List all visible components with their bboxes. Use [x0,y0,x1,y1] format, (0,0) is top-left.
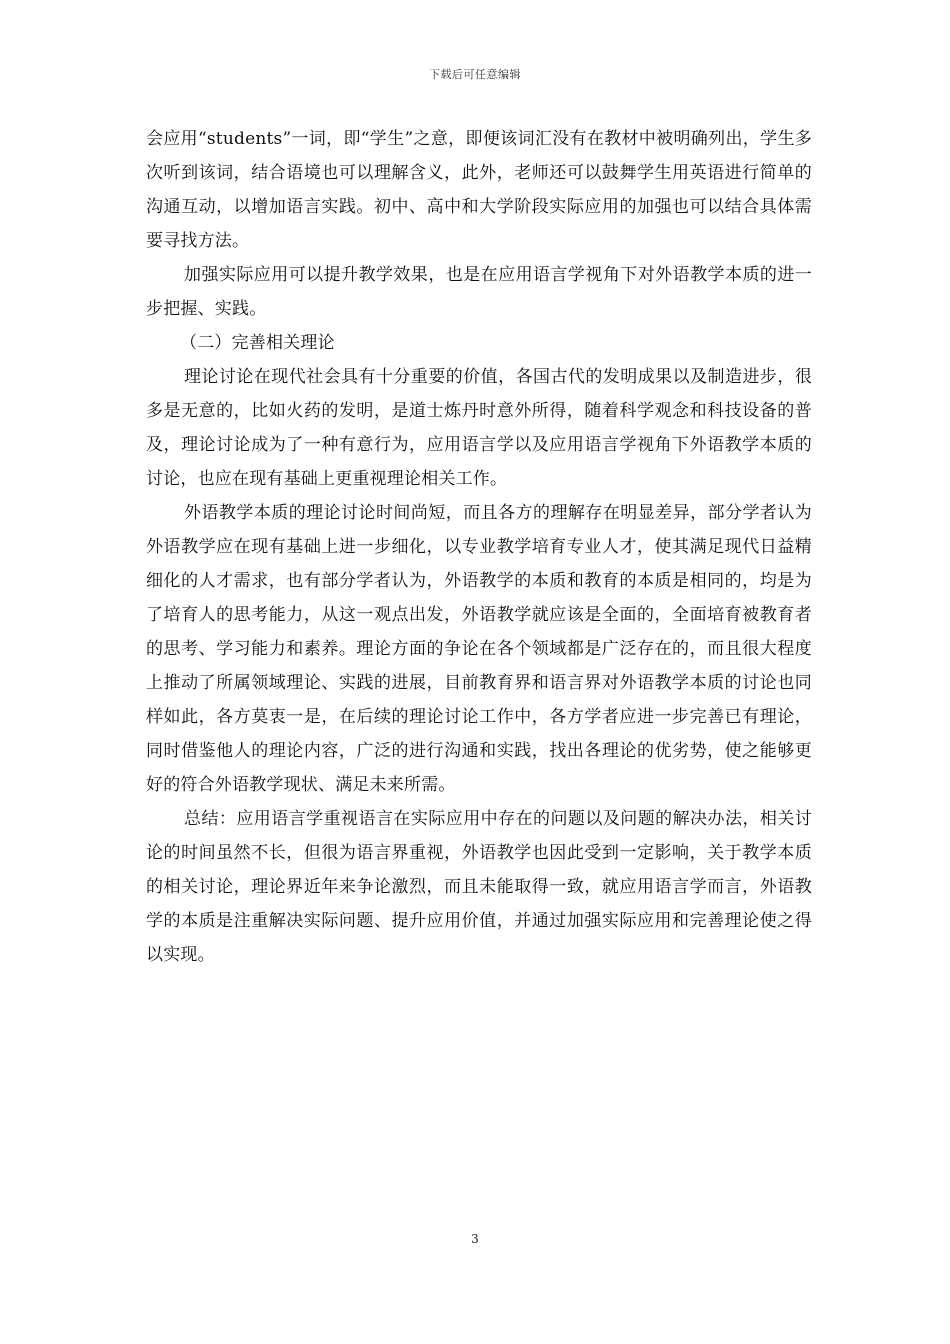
header-text: 下载后可任意编辑 [429,68,521,81]
paragraph: 加强实际应用可以提升教学效果，也是在应用语言学视角下对外语教学本质的进一步把握、实践。 [146,265,812,319]
paragraph-continuation: 会应用“students”一词，即“学生”之意，即便该词汇没有在教材中被明确列出，学生多次听到该词，结合语境也可以理解含义，此外，老师还可以鼓舞学生用英语进行简单的沟通互动，以增加语言实践。初中、高中和大学阶段实际应用的加强也可以结合具体需要寻找方法。 [146,129,812,251]
paragraph: 理论讨论在现代社会具有十分重要的价值，各国古代的发明成果以及制造进步，很多是无意的，比如火药的发明，是道士炼丹时意外所得，随着科学观念和科技设备的普及，理论讨论成为了一种有意行为，应用语言学以及应用语言学视角下外语教学本质的讨论，也应在现有基础上更重视理论相关工作。 [146,367,812,489]
paragraph-summary: 总结：应用语言学重视语言在实际应用中存在的问题以及问题的解决办法，相关讨论的时间虽然不长，但很为语言界重视，外语教学也因此受到一定影响，关于教学本质的相关讨论，理论界近年来争论激烈，而且未能取得一致，就应用语言学而言，外语教学的本质是注重解决实际问题、提升应用价值，并通过加强实际应用和完善理论使之得以实现。 [146,809,812,965]
document-body [146,122,812,972]
page-number [0,1232,950,1246]
paragraph: 外语教学本质的理论讨论时间尚短，而且各方的理解存在明显差异，部分学者认为外语教学应在现有基础上进一步细化，以专业教学培育专业人才，使其满足现代日益精细化的人才需求，也有部分学者认为，外语教学的本质和教育的本质是相同的，均是为了培育人的思考能力，从这一观点出发，外语教学就应该是全面的，全面培育被教育者的思考、学习能力和素养。理论方面的争论在各个领域都是广泛存在的，而且很大程度上推动了所属领域理论、实践的进展，目前教育界和语言界对外语教学本质的讨论也同样如此，各方莫衷一是，在后续的理论讨论工作中，各方学者应进一步完善已有理论，同时借鉴他人的理论内容，广泛的进行沟通和实践，找出各理论的优劣势，使之能够更好的符合外语教学现状、满足未来所需。 [146,503,812,795]
page-header [0,66,950,82]
section-heading: （二）完善相关理论 [180,333,335,353]
page-number-text: 3 [471,1232,479,1246]
